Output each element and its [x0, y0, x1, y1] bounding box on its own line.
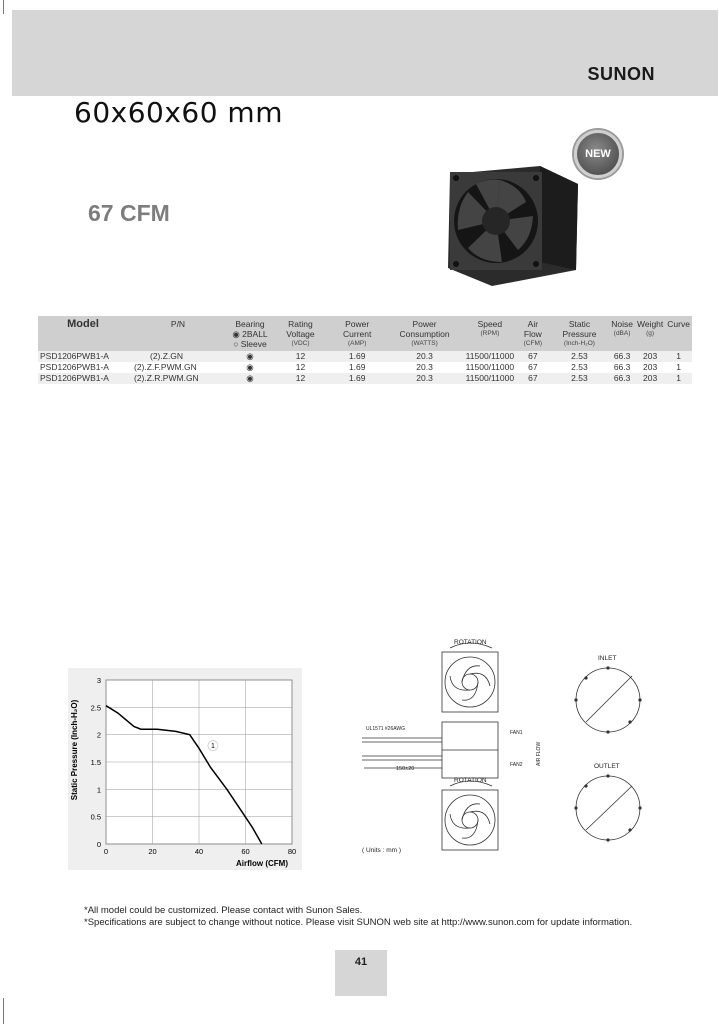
footnote-1: *All model could be customized. Please contact with Sunon Sales. — [84, 905, 363, 916]
airflow-highlight: 67 CFM — [88, 200, 170, 226]
cell-pressure: 2.53 — [571, 362, 588, 372]
footnote-2: *Specifications are subject to change without notice. Please visit SUNON web site at http://www.sunon.com for update information. — [84, 917, 633, 928]
col-speed: Speed (RPM) — [477, 319, 503, 337]
x-axis-label: Airflow (CFM) — [236, 859, 288, 868]
page-title: 60x60x60 mm — [74, 96, 283, 129]
x-tick-label: 40 — [194, 847, 204, 856]
rotation-label-bottom: ROTATION — [454, 777, 487, 784]
cell-airflow: 67 — [528, 351, 538, 361]
inlet-label: INLET — [598, 655, 617, 662]
col-power: Power Consumption (WATTS) — [399, 319, 450, 347]
y-tick-label: 3 — [96, 676, 101, 685]
ball-bearing-icon: ◉ — [246, 362, 254, 372]
y-tick-label: 1 — [96, 785, 101, 795]
table-row — [38, 362, 692, 373]
y-tick-label: 1.5 — [90, 758, 101, 767]
cell-voltage: 12 — [295, 362, 306, 372]
brand-logo: SUNON — [587, 64, 655, 84]
cell-model: PSD1206PWB1-A — [40, 373, 109, 383]
table-row — [38, 373, 692, 384]
cell-power: 20.3 — [416, 373, 433, 383]
x-tick-label: 20 — [148, 847, 157, 856]
y-tick-label: 2 — [96, 730, 101, 740]
cell-current: 1.69 — [348, 362, 366, 372]
dimension-drawing — [346, 630, 682, 865]
cell-pn: (2).Z.F.PWM.GN — [134, 362, 197, 372]
outlet-label: OUTLET — [594, 763, 620, 770]
cell-curve: 1 — [676, 373, 681, 383]
cell-noise: 66.3 — [613, 351, 631, 361]
pq-chart-svg — [68, 668, 302, 870]
col-weight: Weight (g) — [636, 319, 664, 337]
footnotes — [84, 905, 632, 929]
air-flow-label: AIR FLOW — [536, 741, 542, 766]
ball-bearing-icon: ◉ — [246, 351, 254, 361]
col-curve: Curve — [667, 319, 690, 329]
y-axis-label: Static Pressure (Inch-H₂O) — [70, 699, 79, 801]
col-current: Power Current (AMP) — [343, 319, 372, 347]
curve-marker-label: 1 — [210, 743, 215, 751]
cell-airflow: 67 — [528, 362, 538, 372]
rotation-label-top: ROTATION — [454, 639, 487, 646]
cell-weight: 203 — [643, 373, 658, 383]
fan-image — [440, 150, 580, 290]
units-label: ( Units : mm ) — [362, 847, 401, 854]
col-bearing: Bearing ◉ 2BALL ○ Sleeve — [232, 319, 268, 349]
col-noise: Noise (dBA) — [611, 319, 633, 337]
cell-pressure: 2.53 — [571, 373, 588, 383]
cell-weight: 203 — [643, 351, 658, 361]
ball-bearing-icon: ◉ — [246, 373, 254, 383]
cable-spec-label: UL1571 #26AWG — [366, 726, 406, 732]
spec-table — [38, 316, 692, 384]
cell-pn: (2).Z.GN — [150, 351, 184, 361]
cell-noise: 66.3 — [613, 373, 631, 383]
col-voltage: Rating Voltage (VDC) — [286, 319, 315, 347]
cell-curve: 1 — [676, 351, 681, 361]
cell-power: 20.3 — [416, 362, 433, 372]
col-pressure: Static Pressure (Inch-H₂O) — [562, 319, 597, 347]
y-tick-label: 0.5 — [90, 812, 101, 822]
y-tick-label: 0 — [96, 840, 101, 849]
cell-weight: 203 — [643, 362, 658, 372]
pq-chart — [68, 668, 302, 870]
cell-curve: 1 — [676, 362, 681, 372]
x-tick-label: 60 — [241, 847, 250, 856]
wire-length-label: 150±20 — [396, 766, 415, 772]
cell-voltage: 12 — [295, 373, 306, 383]
crop-mark-bottom — [3, 998, 4, 1024]
x-tick-label: 80 — [287, 847, 297, 856]
y-tick-label: 2.5 — [90, 703, 101, 713]
ball-bearing-icon: ◉ — [232, 329, 240, 339]
sleeve-bearing-icon: ○ — [233, 339, 239, 349]
cell-current: 1.69 — [348, 351, 366, 361]
col-pn: P/N — [170, 319, 186, 329]
x-tick-label: 0 — [103, 847, 109, 856]
cell-power: 20.3 — [416, 351, 433, 361]
cell-current: 1.69 — [348, 373, 366, 383]
col-airflow: Air Flow (CFM) — [523, 319, 543, 347]
cell-speed: 11500/11000 — [465, 351, 515, 361]
cell-noise: 66.3 — [613, 362, 631, 372]
cell-model: PSD1206PWB1-A — [40, 351, 109, 361]
cell-airflow: 67 — [528, 373, 538, 383]
fan-front-view-top — [442, 652, 498, 712]
page-number: 41 — [335, 950, 387, 996]
fan-front-view-bottom — [442, 790, 498, 850]
table-row — [38, 351, 692, 362]
cell-model: PSD1206PWB1-A — [40, 362, 109, 372]
cell-pressure: 2.53 — [571, 351, 588, 361]
col-model: Model — [67, 318, 99, 330]
fan1-label: FAN1 — [510, 730, 523, 736]
cell-pn: (2).Z.R.PWM.GN — [134, 373, 199, 383]
table-header-row — [38, 316, 692, 351]
fan2-label: FAN2 — [510, 762, 523, 768]
cell-speed: 11500/11000 — [465, 373, 515, 383]
cell-speed: 11500/11000 — [465, 362, 515, 372]
crop-mark-top — [3, 0, 4, 14]
cell-voltage: 12 — [295, 351, 306, 361]
new-badge: NEW — [574, 130, 622, 178]
